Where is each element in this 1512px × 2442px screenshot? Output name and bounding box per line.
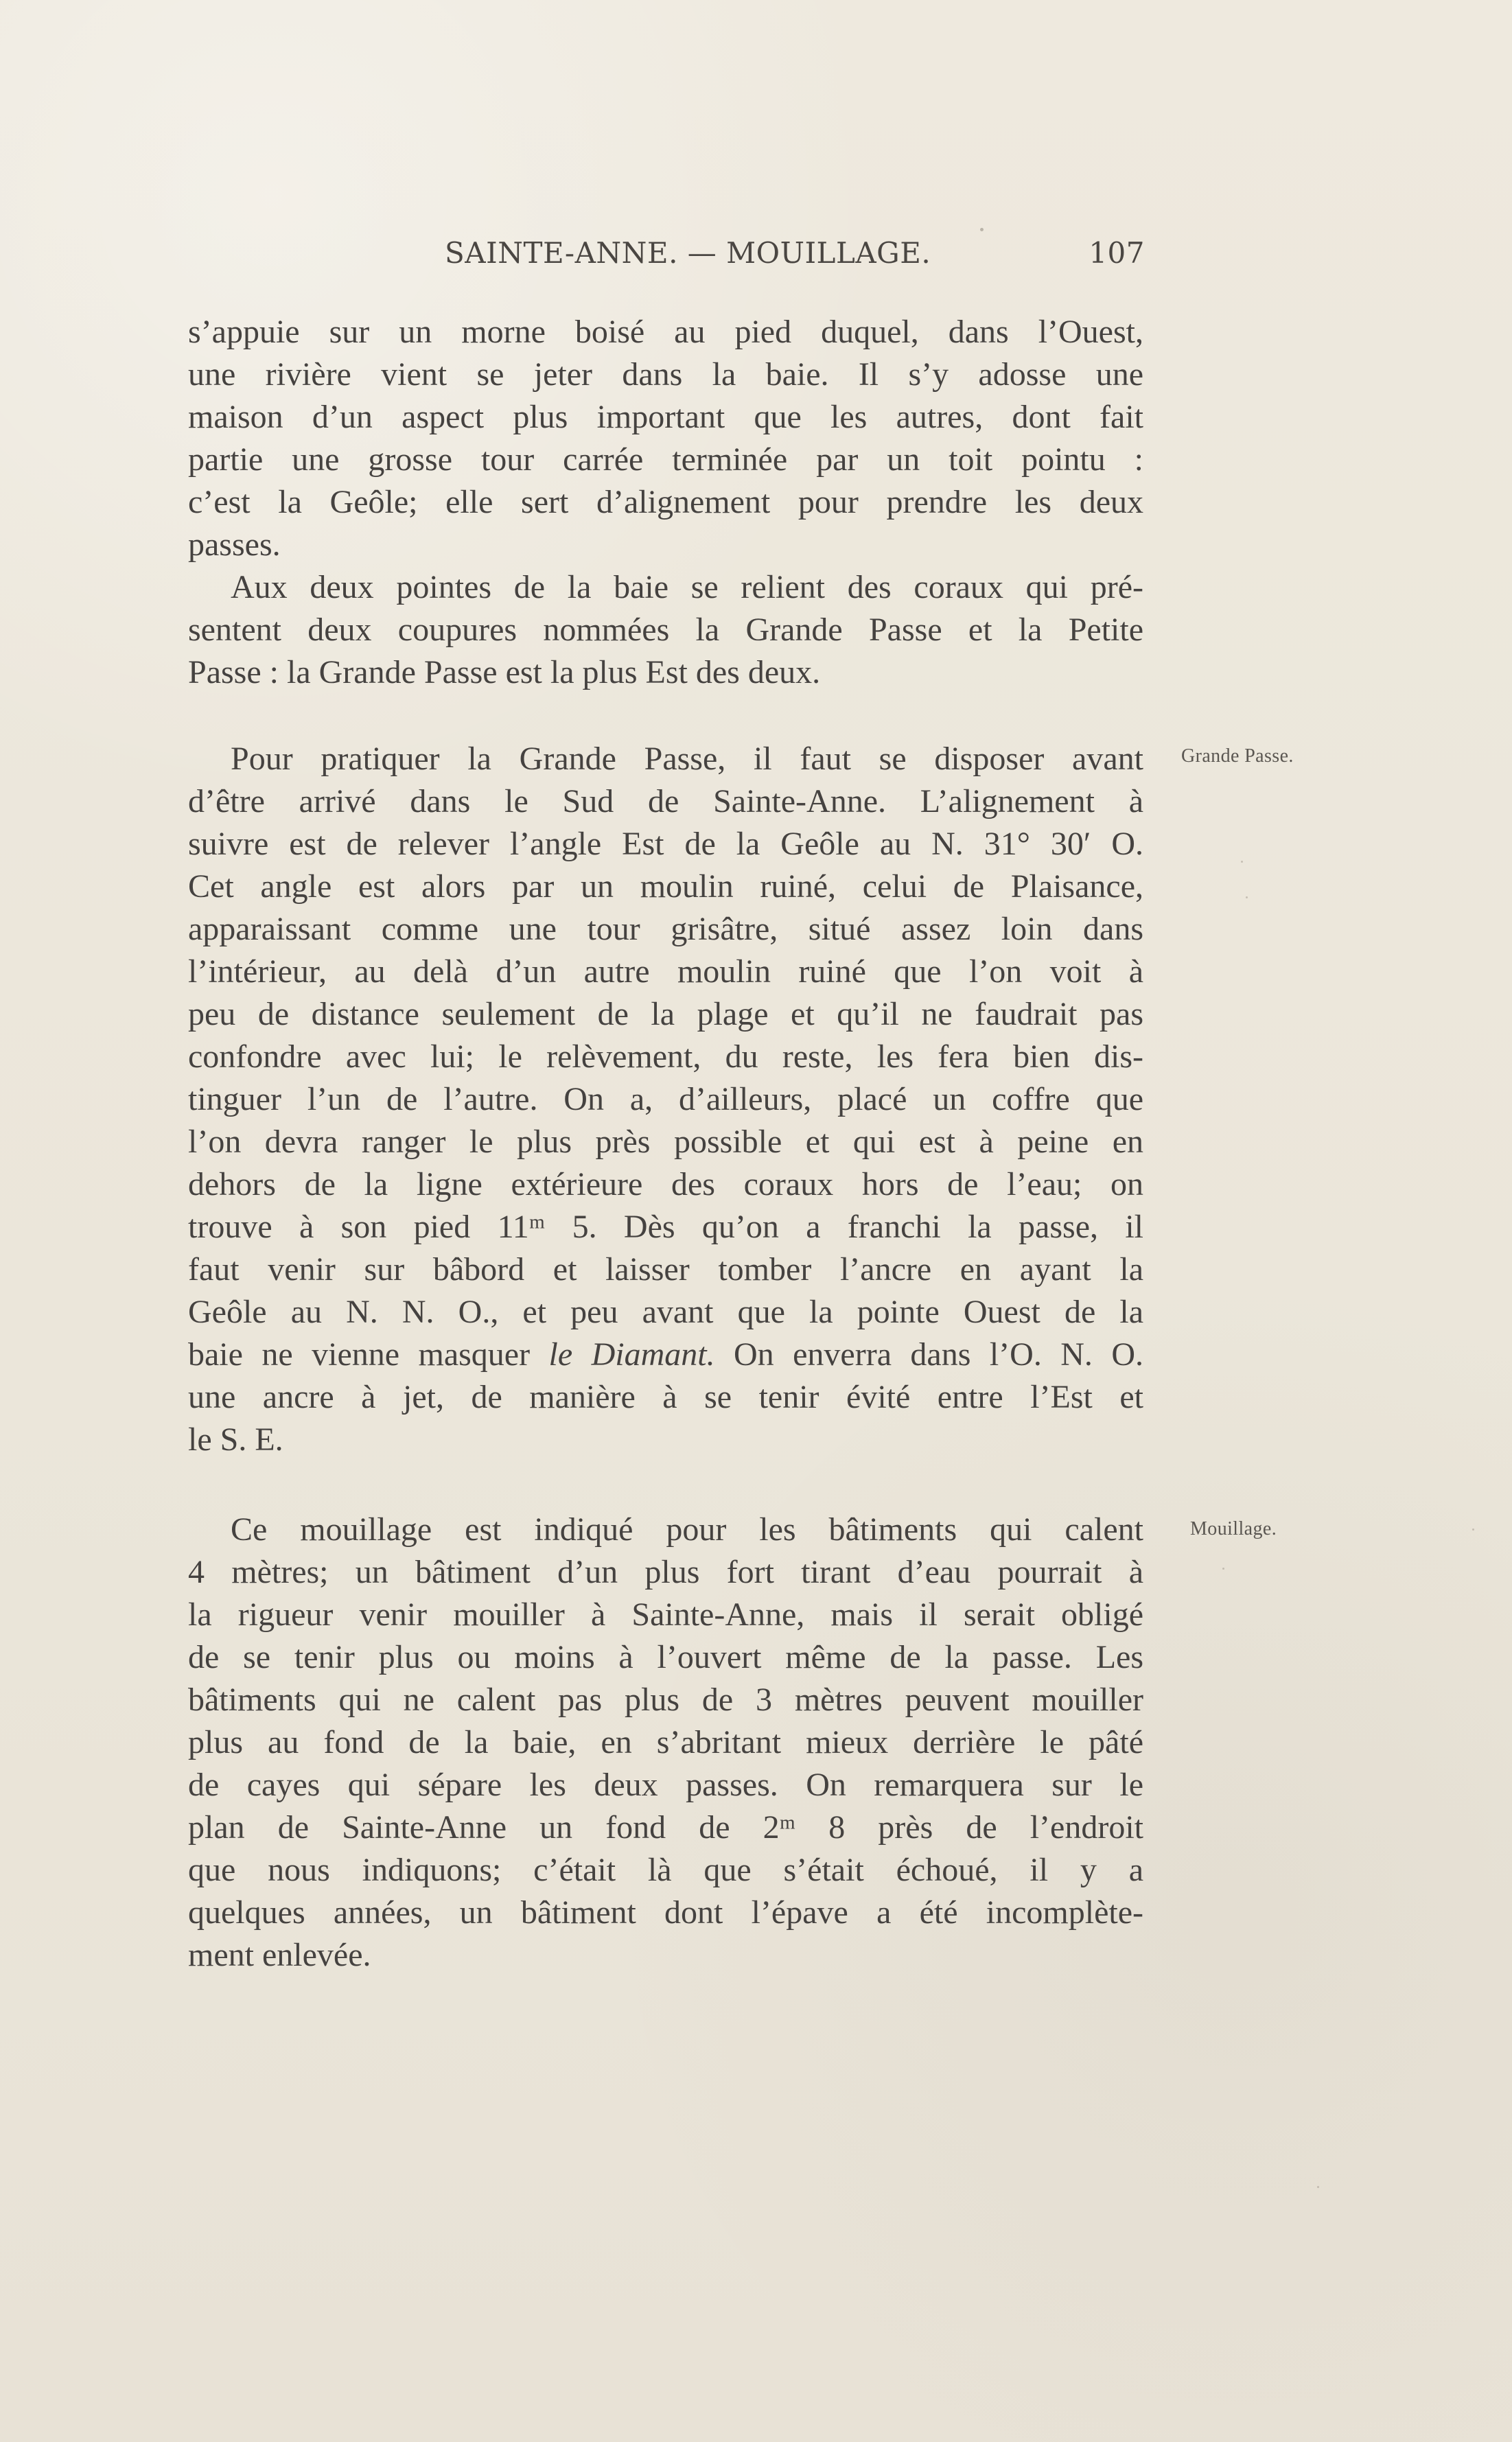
paragraph-line: une ancre à jet, de manière à se tenir évité entre l’Est et: [188, 1379, 1143, 1415]
italic-name: le Diamant.: [548, 1336, 715, 1373]
paragraph-line: passes.: [188, 526, 281, 563]
paragraph-line: plan de Sainte-Anne un fond de 2ᵐ 8 près de l’endroit: [188, 1809, 1143, 1846]
paragraph-line: le S. E.: [188, 1421, 283, 1458]
paragraph-line: l’intérieur, au delà d’un autre moulin ruiné que l’on voit à: [188, 953, 1143, 990]
paragraph-line: Geôle au N. N. O., et peu avant que la pointe Ouest de la: [188, 1294, 1143, 1330]
paragraph-line: de se tenir plus ou moins à l’ouvert même de la passe. Les: [188, 1639, 1143, 1675]
ink-speck: [1317, 2186, 1319, 2188]
paragraph-line: sentent deux coupures nommées la Grande Passe et la Petite: [188, 612, 1143, 648]
paragraph-line: apparaissant comme une tour grisâtre, situé assez loin dans: [188, 911, 1143, 947]
ink-speck: [1241, 861, 1243, 863]
page-header: [445, 236, 1145, 277]
paragraph-line: la rigueur venir mouiller à Sainte-Anne, mais il serait obligé: [188, 1596, 1143, 1633]
paragraph-2: [188, 566, 1143, 694]
line-suffix: On enverra dans l’O. N. O.: [714, 1336, 1143, 1373]
paragraph-line: confondre avec lui; le relèvement, du reste, les fera bien dis-: [188, 1038, 1143, 1075]
ink-speck: [980, 228, 984, 231]
paragraph-line: de cayes qui sépare les deux passes. On remarquera sur le: [188, 1767, 1143, 1803]
running-title: SAINTE-ANNE. — MOUILLAGE.: [445, 236, 931, 270]
paragraph-line: c’est la Geôle; elle sert d’alignement pour prendre les deux: [188, 484, 1143, 520]
paragraph-line: trouve à son pied 11ᵐ 5. Dès qu’on a franchi la passe, il: [188, 1209, 1143, 1245]
paragraph-line: maison d’un aspect plus important que les autres, dont fait: [188, 399, 1143, 435]
paragraph-line: Cet angle est alors par un moulin ruiné, celui de Plaisance,: [188, 868, 1143, 905]
paragraph-line: suivre est de relever l’angle Est de la Geôle au N. 31° 30′ O.: [188, 826, 1143, 862]
ink-speck: [1246, 896, 1248, 898]
paragraph-line: s’appuie sur un morne boisé au pied duquel, dans l’Ouest,: [188, 314, 1143, 350]
line-prefix: baie ne vienne masquer: [188, 1336, 549, 1373]
paragraph-1: [188, 311, 1143, 566]
paragraph-line: Passe : la Grande Passe est la plus Est des deux.: [188, 654, 821, 690]
paragraph-line: plus au fond de la baie, en s’abritant mieux derrière le pâté: [188, 1724, 1143, 1760]
paragraph-line: ment enlevée.: [188, 1937, 371, 1973]
paragraph-line: peu de distance seulement de la plage et qu’il ne faudrait pas: [188, 996, 1143, 1032]
ink-speck: [1472, 1528, 1474, 1531]
paragraph-line: partie une grosse tour carrée terminée par un toit pointu :: [188, 441, 1143, 478]
paragraph-line: dehors de la ligne extérieure des coraux hors de l’eau; on: [188, 1166, 1143, 1202]
paragraph-line: 4 mètres; un bâtiment d’un plus fort tirant d’eau pourrait à: [188, 1554, 1143, 1590]
paragraph-line: faut venir sur bâbord et laisser tomber l’ancre en ayant la: [188, 1251, 1143, 1288]
paragraph-line: quelques années, un bâtiment dont l’épave a été incomplète-: [188, 1894, 1143, 1931]
paragraph-line: Aux deux pointes de la baie se relient des coraux qui pré-: [231, 569, 1143, 605]
paragraph-line-with-italic: [188, 1334, 1143, 1376]
paragraph-line: l’on devra ranger le plus près possible et qui est à peine en: [188, 1124, 1143, 1160]
paragraph-line: d’être arrivé dans le Sud de Sainte-Anne. L’alignement à: [188, 783, 1143, 819]
paragraph-line: bâtiments qui ne calent pas plus de 3 mètres peuvent mouiller: [188, 1682, 1143, 1718]
margin-note-mouillage: Mouillage.: [1190, 1518, 1277, 1539]
margin-note-grande-passe: Grande Passe.: [1181, 745, 1294, 767]
ink-speck: [1222, 1568, 1224, 1570]
paragraph-4: [188, 1509, 1143, 1977]
paragraph-3: [188, 738, 1143, 1461]
paragraph-line: tinguer l’un de l’autre. On a, d’ailleurs, placé un coffre que: [188, 1081, 1143, 1117]
paragraph-line: que nous indiquons; c’était là que s’était échoué, il y a: [188, 1852, 1143, 1888]
paragraph-line: Ce mouillage est indiqué pour les bâtiments qui calent: [231, 1511, 1143, 1548]
paragraph-line: une rivière vient se jeter dans la baie. Il s’y adosse une: [188, 356, 1143, 393]
page-number: 107: [1089, 236, 1145, 270]
paragraph-line: Pour pratiquer la Grande Passe, il faut se disposer avant: [231, 741, 1143, 777]
